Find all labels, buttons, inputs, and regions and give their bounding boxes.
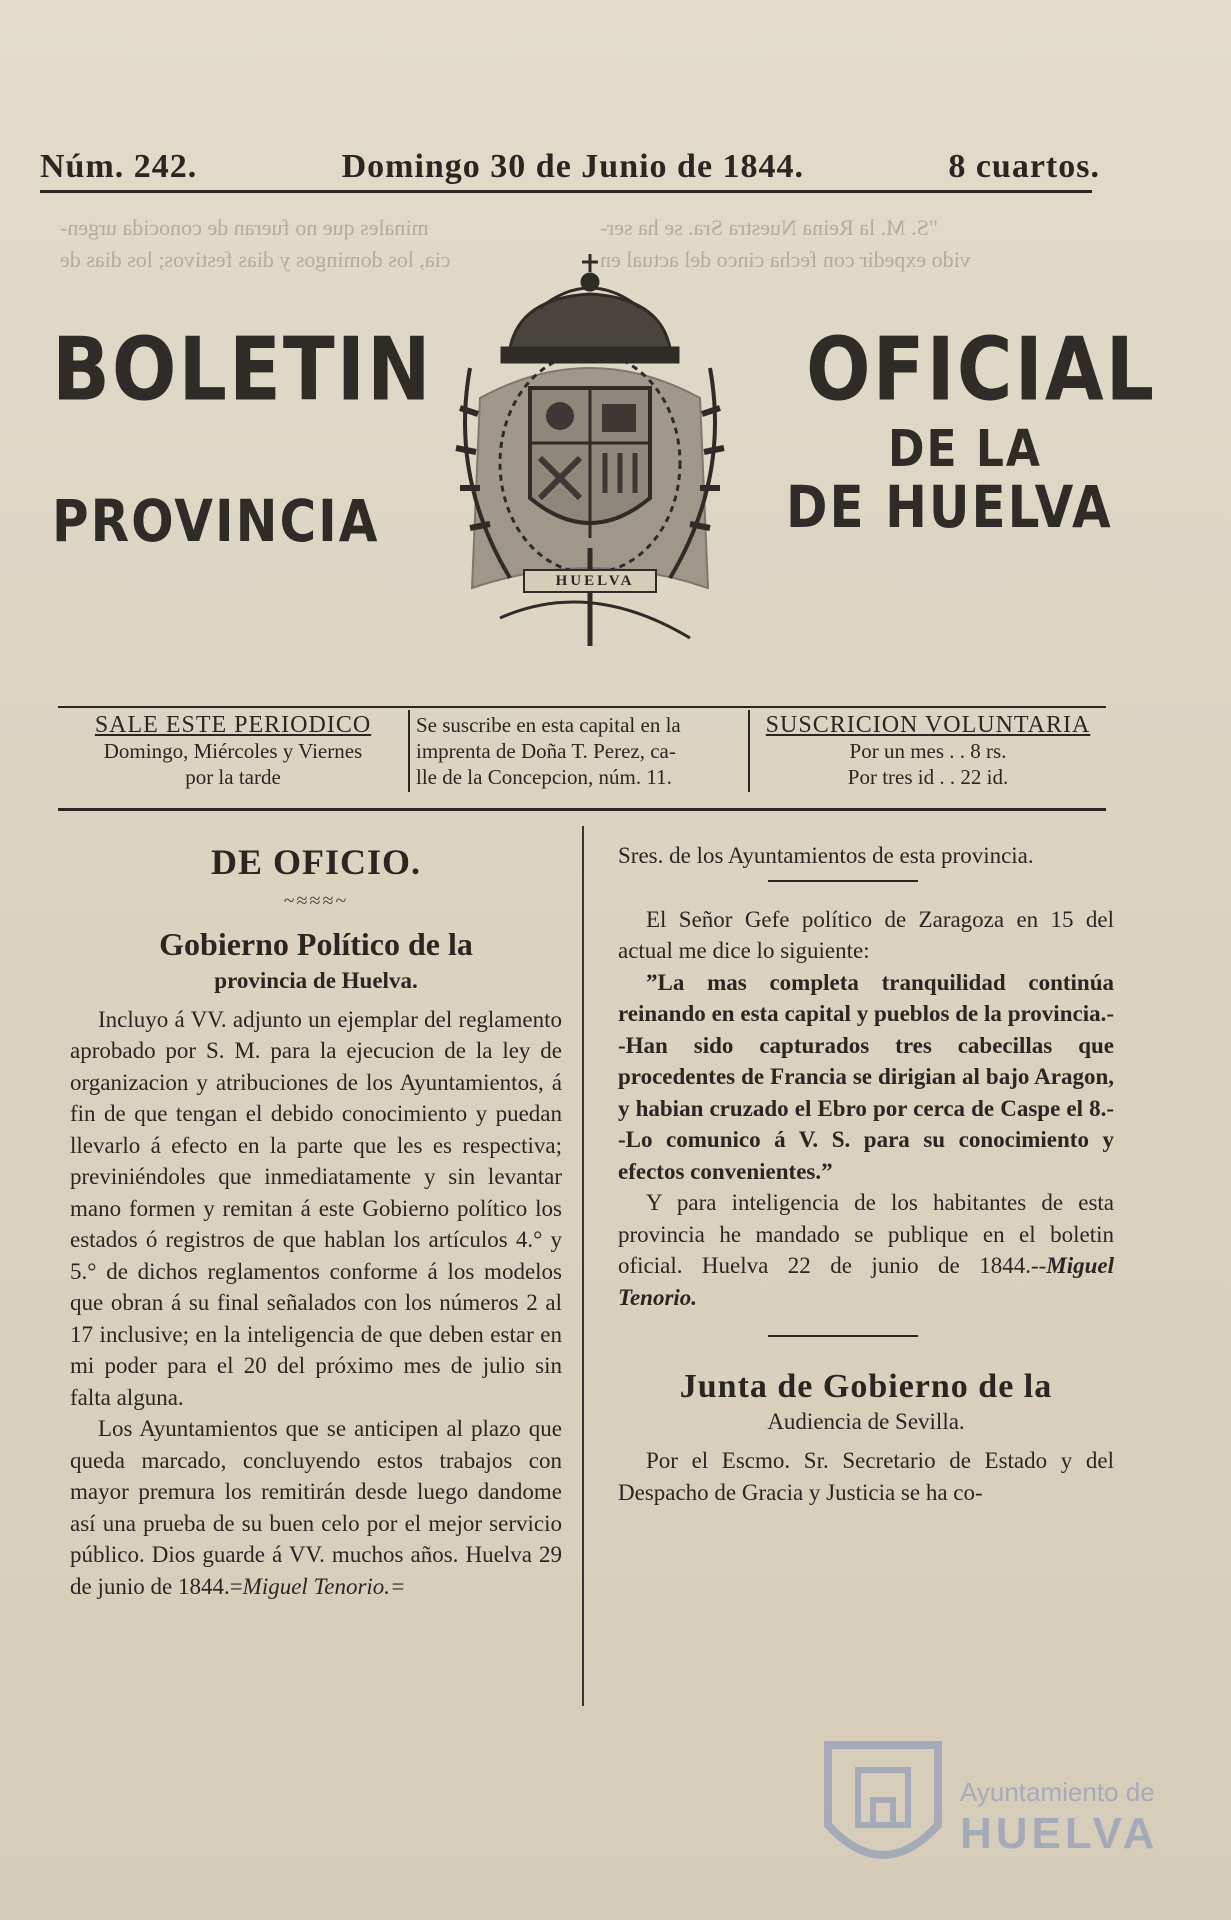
signature: Miguel Tenorio. <box>618 1253 1114 1310</box>
title-boletin: BOLETIN <box>52 318 433 421</box>
article-paragraph <box>70 1413 562 1602</box>
schedule-time: por la tarde <box>185 765 281 789</box>
subscription-heading: SUSCRICION VOLUNTARIA <box>765 712 1091 738</box>
subscribe-line: imprenta de Doña T. Perez, ca- <box>416 739 676 763</box>
issue-date: Domingo 30 de Junio de 1844. <box>341 148 805 185</box>
issue-price: 8 cuartos. <box>948 148 1100 185</box>
watermark-line1: Ayuntamiento de <box>960 1777 1155 1807</box>
masthead-rule <box>40 190 1092 193</box>
ornament-divider: ~≈≈≈~ <box>283 890 349 912</box>
bleed-through-text: "S. M. la Reina Nuestra Sra. se ha ser- <box>600 215 938 240</box>
article-paragraph: Por el Escmo. Sr. Secretario de Estado y del Despacho de Gracia y Justicia se ha co- <box>618 1448 1114 1505</box>
article-quote: ”La mas completa tranquilidad continúa reinando en esta capital y pueblos de la provincia.--Han sido capturados tres cabecillas que procedentes de Francia se dirigian al bajo Aragon, y habian cruzado el Ebro por cerca de Caspe el 8.--Lo comunico á V. S. para su conocimiento y efectos convenientes.” <box>618 969 1114 1184</box>
article-paragraph: El Señor Gefe político de Zaragoza en 15 del actual me dice lo siguiente: <box>618 906 1114 963</box>
title-provincia: PROVINCIA <box>52 488 380 555</box>
title-oficial: OFICIAL <box>806 318 1157 421</box>
watermark-line2: HUELVA <box>960 1809 1159 1858</box>
issue-number: Núm. 242. <box>40 148 198 185</box>
signature: Miguel Tenorio.= <box>242 1573 406 1599</box>
subscription-price-column <box>748 710 1106 792</box>
article-paragraph: Sres. de los Ayuntamientos de esta provincia. <box>618 843 1034 868</box>
column-divider <box>582 826 584 1706</box>
article-heading: Junta de Gobierno de la <box>679 1368 1053 1405</box>
title-de-la: DE LA <box>888 420 1042 479</box>
watermark <box>818 1735 1158 1885</box>
article-paragraph-text: Los Ayuntamientos que se anticipen al plazo que queda marcado, concluyendo estos trabajos con mayor premura los remitirán desde luego dandome así una prueba de su buen celo por el mejor servicio público. Dios guarde á VV. muchos años. Huelva 29 de junio de 1844.= <box>70 1416 562 1599</box>
schedule-days: Domingo, Miércoles y Viernes <box>103 739 363 763</box>
bleed-through-text: minales que no fueran de conocida urgen- <box>60 215 429 240</box>
right-column <box>618 840 1114 1508</box>
subscribe-line: lle de la Concepcion, núm. 11. <box>416 765 672 789</box>
left-column <box>70 840 562 1602</box>
bleed-through-text: cia, los domingos y dias festivos; los dias de <box>60 247 451 272</box>
article-subheading: Audiencia de Sevilla. <box>767 1409 965 1434</box>
city-shield-icon <box>818 1735 948 1885</box>
subscription-box <box>58 710 1106 792</box>
article-heading: Gobierno Político de la <box>159 925 473 962</box>
price-one-month: Por un mes . . 8 rs. <box>849 739 1007 763</box>
article-subheading: provincia de Huelva. <box>214 967 418 993</box>
subscription-top-rule <box>58 706 1106 708</box>
masthead-line <box>40 148 1100 186</box>
article-paragraph-text: Y para inteligencia de los habitantes de esta provincia he mandado se publique en el boletin oficial. Huelva 22 de junio de 1844.-- <box>618 1190 1114 1278</box>
separator-rule <box>768 880 918 882</box>
separator-rule <box>768 1335 918 1337</box>
price-three-months: Por tres id . . 22 id. <box>847 765 1009 789</box>
subscribe-line: Se suscribe en esta capital en la <box>416 713 681 737</box>
schedule-column <box>58 710 408 792</box>
subscription-bottom-rule <box>58 808 1106 811</box>
title-de-huelva: DE HUELVA <box>786 474 1113 541</box>
schedule-heading: SALE ESTE PERIODICO <box>94 712 372 738</box>
section-title: DE OFICIO. <box>210 842 422 882</box>
bleed-through-text: vido expedir con fecha cinco del actual en <box>600 247 971 272</box>
article-paragraph: Incluyo á VV. adjunto un ejemplar del reglamento aprobado por S. M. para la ejecucion de la ley de organizacion y atribuciones de los Ayuntamientos, á fin de que tengan el debido conocimiento y puedan llevarlo á efecto en la parte que les es respectiva; previniéndoles que inmediatamente y sin levantar mano formen y remitan á este Gobierno político los estados ó registros de que hablan los artículos 4.° y 5.° de dichos reglamentos conforme á los modelos que obran á su final señalados con los números 2 al 17 inclusive; en la inteligencia de que deben estar en mi poder para el 20 del próximo mes de julio sin falta alguna. <box>70 1006 562 1410</box>
crest-ribbon-label: HUELVA <box>555 573 635 589</box>
subscribe-location-column <box>408 710 748 792</box>
article-paragraph <box>618 1187 1114 1313</box>
